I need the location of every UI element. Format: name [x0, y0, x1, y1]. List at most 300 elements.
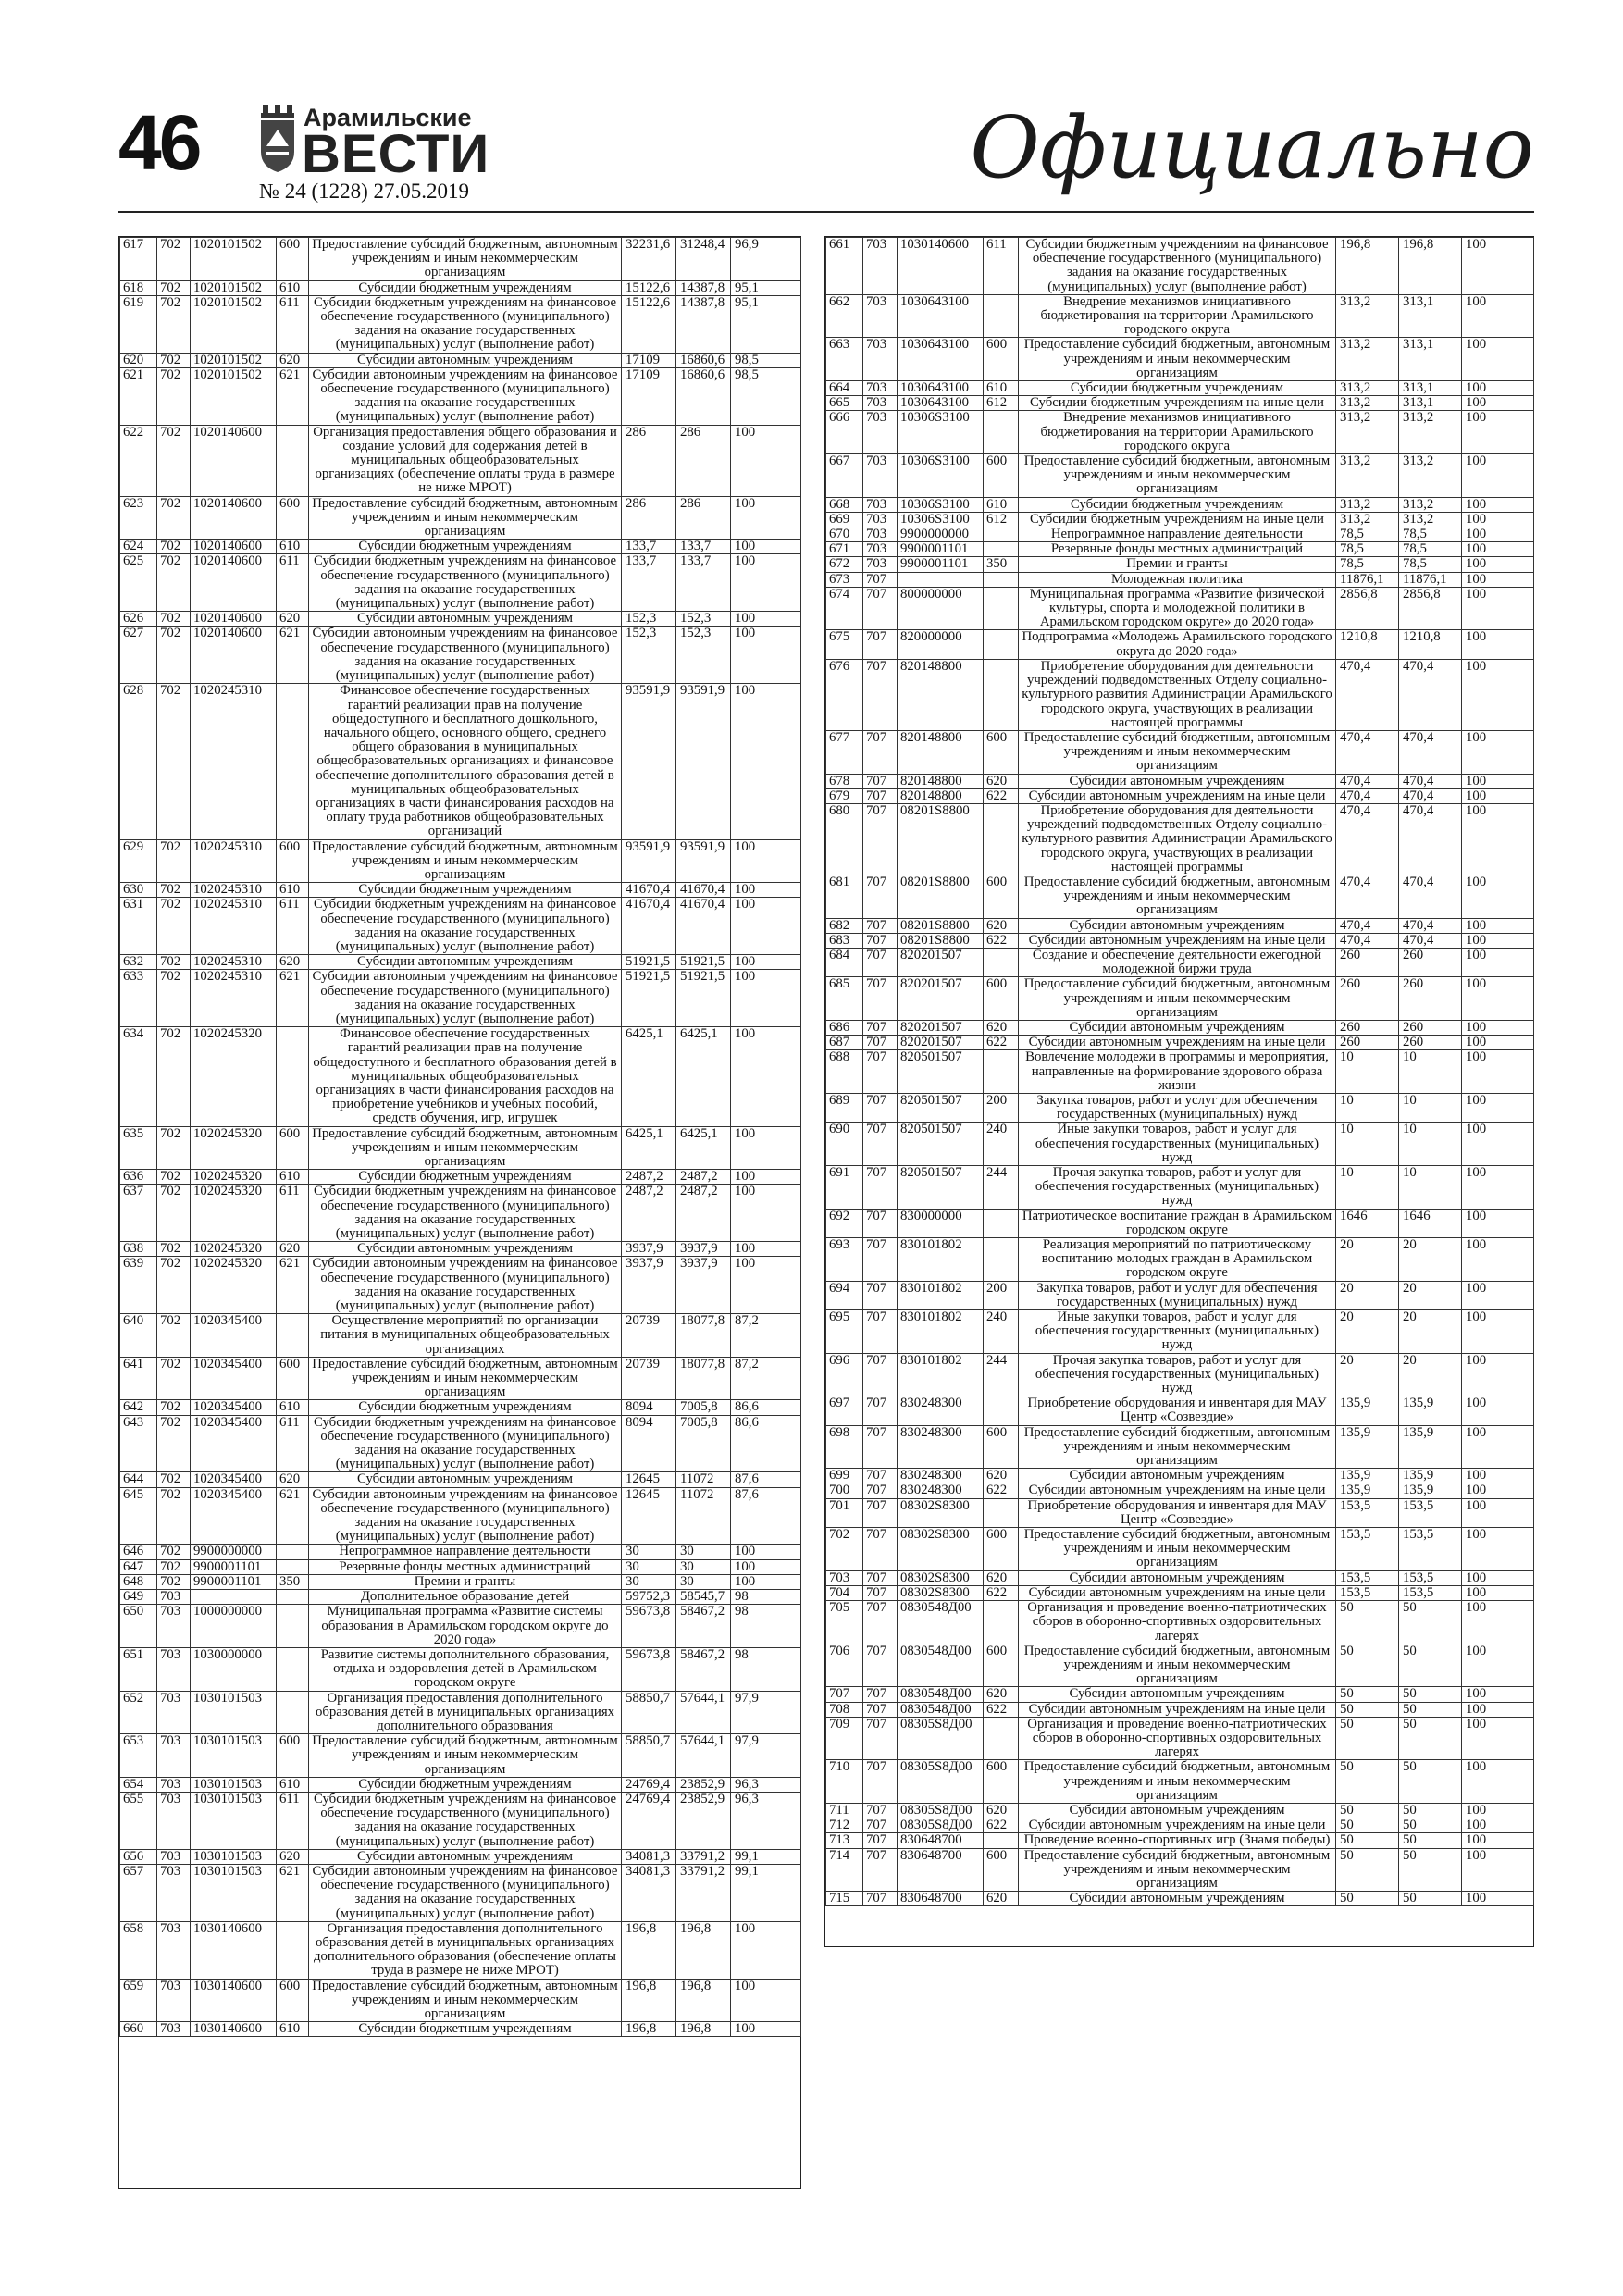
executed-amount: 50	[1399, 1892, 1462, 1906]
planned-amount: 12645	[622, 1472, 676, 1487]
row-number: 630	[120, 883, 157, 898]
target-article-code: 1030101503	[191, 1777, 277, 1792]
section-code: 707	[863, 1469, 898, 1483]
row-name: Субсидии бюджетным учреждениям на иные цели	[1019, 512, 1336, 527]
executed-amount: 313,1	[1399, 381, 1462, 396]
expense-type-code	[984, 572, 1019, 587]
target-article-code: 1020345400	[191, 1314, 277, 1358]
section-code: 707	[863, 1425, 898, 1469]
execution-percent: 100	[1462, 542, 1534, 557]
executed-amount: 7005,8	[676, 1400, 731, 1415]
row-number: 643	[120, 1415, 157, 1472]
section-code: 707	[863, 1760, 898, 1804]
planned-amount: 15122,6	[622, 280, 676, 295]
executed-amount: 470,4	[1399, 933, 1462, 948]
section-code: 703	[863, 512, 898, 527]
planned-amount: 10	[1336, 1093, 1399, 1122]
section-code: 703	[863, 381, 898, 396]
row-number: 696	[826, 1353, 863, 1396]
row-name: Субсидии автономным учреждениям на финансовое обеспечение государственного (муниципального) задания на оказание государственных (муниципальных) услуг (выполнение работ)	[309, 627, 622, 684]
row-number: 679	[826, 788, 863, 803]
expense-type-code: 622	[984, 933, 1019, 948]
expense-type-code: 600	[277, 839, 309, 883]
table-row	[826, 803, 1534, 875]
section-title: Официально	[970, 98, 1534, 197]
section-code: 703	[157, 1590, 191, 1605]
expense-type-code	[277, 1921, 309, 1979]
expense-type-code	[277, 1545, 309, 1559]
target-article-code: 10306S3100	[898, 454, 984, 498]
planned-amount: 313,2	[1336, 294, 1399, 338]
table-row	[826, 1833, 1534, 1848]
section-code: 707	[863, 1281, 898, 1309]
row-number: 700	[826, 1483, 863, 1498]
planned-amount: 50	[1336, 1818, 1399, 1833]
section-code: 702	[157, 1242, 191, 1257]
planned-amount: 196,8	[622, 1921, 676, 1979]
expense-type-code: 620	[984, 1020, 1019, 1035]
row-name: Субсидии бюджетным учреждениям	[309, 1400, 622, 1415]
target-article-code: 1030101503	[191, 1691, 277, 1734]
expense-type-code	[277, 1590, 309, 1605]
section-code: 707	[863, 572, 898, 587]
table-row	[120, 1242, 801, 1257]
row-number: 683	[826, 933, 863, 948]
expense-type-code	[984, 294, 1019, 338]
expense-type-code: 620	[984, 1892, 1019, 1906]
execution-percent: 100	[1462, 1892, 1534, 1906]
planned-amount: 470,4	[1336, 918, 1399, 933]
executed-amount: 135,9	[1399, 1469, 1462, 1483]
table-row	[826, 1892, 1534, 1906]
row-name: Предоставление субсидий бюджетным, автономным учреждениям и иным некоммерческим организациям	[1019, 875, 1336, 918]
row-number: 624	[120, 540, 157, 554]
planned-amount: 17109	[622, 367, 676, 425]
section-code: 703	[863, 294, 898, 338]
execution-percent: 98,5	[731, 353, 801, 367]
expense-type-code: 620	[277, 612, 309, 627]
executed-amount: 31248,4	[676, 238, 731, 281]
section-code: 707	[863, 933, 898, 948]
row-name: Субсидии автономным учреждениям	[309, 1242, 622, 1257]
row-number: 705	[826, 1601, 863, 1644]
row-name: Субсидии бюджетным учреждениям на финансовое обеспечение государственного (муниципального) задания на оказание государственных (муниципальных) услуг (выполнение работ)	[309, 898, 622, 955]
executed-amount: 78,5	[1399, 542, 1462, 557]
execution-percent: 86,6	[731, 1415, 801, 1472]
expense-type-code: 622	[984, 788, 1019, 803]
row-number: 692	[826, 1209, 863, 1237]
target-article-code: 08305S8Д00	[898, 1760, 984, 1804]
execution-percent: 100	[731, 684, 801, 839]
expense-type-code: 200	[984, 1093, 1019, 1122]
execution-percent: 100	[1462, 1310, 1534, 1354]
row-name: Субсидии автономным учреждениям на иные цели	[1019, 1585, 1336, 1600]
target-article-code: 0830548Д00	[898, 1644, 984, 1687]
execution-percent: 98	[731, 1590, 801, 1605]
section-code: 703	[863, 542, 898, 557]
target-article-code: 08201S8800	[898, 918, 984, 933]
target-article-code: 9900001101	[898, 542, 984, 557]
table-row	[120, 1734, 801, 1778]
section-code: 707	[863, 1020, 898, 1035]
table-row	[120, 353, 801, 367]
execution-percent: 100	[1462, 1848, 1534, 1892]
table-row	[826, 1020, 1534, 1035]
planned-amount: 50	[1336, 1702, 1399, 1717]
executed-amount: 152,3	[676, 612, 731, 627]
row-number: 637	[120, 1185, 157, 1242]
row-number: 641	[120, 1357, 157, 1400]
table-row	[826, 1848, 1534, 1892]
execution-percent: 100	[1462, 1498, 1534, 1527]
row-name: Организация и проведение военно-патриотических сборов в оборонно-спортивных оздоровительных лагерях	[1019, 1717, 1336, 1760]
executed-amount: 260	[1399, 1020, 1462, 1035]
planned-amount: 135,9	[1336, 1469, 1399, 1483]
execution-percent: 100	[1462, 918, 1534, 933]
target-article-code: 10306S3100	[898, 411, 984, 454]
execution-percent: 100	[1462, 587, 1534, 630]
row-number: 651	[120, 1647, 157, 1691]
executed-amount: 50	[1399, 1803, 1462, 1818]
table-row	[826, 1469, 1534, 1483]
section-code: 702	[157, 1574, 191, 1589]
execution-percent: 100	[1462, 1601, 1534, 1644]
table-row	[120, 1574, 801, 1589]
table-row	[120, 839, 801, 883]
planned-amount: 286	[622, 425, 676, 496]
row-name: Предоставление субсидий бюджетным, автономным учреждениям и иным некоммерческим организациям	[1019, 338, 1336, 381]
expense-type-code: 610	[277, 280, 309, 295]
executed-amount: 286	[676, 425, 731, 496]
section-code: 703	[863, 238, 898, 295]
row-number: 684	[826, 948, 863, 976]
table-row	[826, 1687, 1534, 1702]
row-number: 695	[826, 1310, 863, 1354]
row-number: 635	[120, 1126, 157, 1170]
target-article-code: 1020245320	[191, 1027, 277, 1126]
executed-amount: 58467,2	[676, 1605, 731, 1648]
target-article-code: 1020245320	[191, 1257, 277, 1314]
expense-type-code: 610	[984, 381, 1019, 396]
section-code: 702	[157, 1027, 191, 1126]
expense-type-code: 620	[984, 1570, 1019, 1585]
table-row	[826, 527, 1534, 542]
table-row	[120, 1357, 801, 1400]
table-row	[120, 1921, 801, 1979]
expense-type-code: 240	[984, 1123, 1019, 1166]
planned-amount: 286	[622, 496, 676, 540]
page-header	[118, 93, 1534, 213]
table-row	[120, 1170, 801, 1185]
row-number: 715	[826, 1892, 863, 1906]
row-name: Проведение военно-спортивных игр (Знамя победы)	[1019, 1833, 1336, 1848]
execution-percent: 100	[1462, 1570, 1534, 1585]
execution-percent: 100	[731, 1242, 801, 1257]
planned-amount: 24769,4	[622, 1777, 676, 1792]
planned-amount: 20	[1336, 1310, 1399, 1354]
execution-percent: 100	[731, 425, 801, 496]
row-number: 633	[120, 970, 157, 1027]
row-name: Субсидии бюджетным учреждениям	[309, 1777, 622, 1792]
row-name: Субсидии автономным учреждениям	[309, 612, 622, 627]
planned-amount: 50	[1336, 1892, 1399, 1906]
row-number: 711	[826, 1803, 863, 1818]
table-row	[826, 1702, 1534, 1717]
planned-amount: 3937,9	[622, 1242, 676, 1257]
row-name: Предоставление субсидий бюджетным, автономным учреждениям и иным некоммерческим организациям	[1019, 1528, 1336, 1571]
row-number: 686	[826, 1020, 863, 1035]
row-number: 667	[826, 454, 863, 498]
table-row	[826, 1353, 1534, 1396]
section-code: 707	[863, 1310, 898, 1354]
section-code: 707	[863, 977, 898, 1021]
execution-percent: 100	[731, 970, 801, 1027]
row-name: Субсидии автономным учреждениям	[1019, 1570, 1336, 1585]
expense-type-code: 611	[277, 898, 309, 955]
planned-amount: 34081,3	[622, 1864, 676, 1921]
expense-type-code: 620	[984, 774, 1019, 788]
target-article-code: 1020345400	[191, 1472, 277, 1487]
target-article-code	[898, 572, 984, 587]
section-code: 703	[157, 1605, 191, 1648]
execution-percent: 100	[1462, 1760, 1534, 1804]
table-row	[826, 1166, 1534, 1210]
row-number: 622	[120, 425, 157, 496]
planned-amount: 196,8	[1336, 238, 1399, 295]
row-name: Субсидии бюджетным учреждениям на финансовое обеспечение государственного (муниципального) задания на оказание государственных (муниципальных) услуг (выполнение работ)	[309, 295, 622, 353]
row-name: Субсидии бюджетным учреждениям	[309, 280, 622, 295]
target-article-code: 820148800	[898, 774, 984, 788]
executed-amount: 470,4	[1399, 788, 1462, 803]
planned-amount: 133,7	[622, 554, 676, 612]
planned-amount: 50	[1336, 1760, 1399, 1804]
table-row	[826, 1281, 1534, 1309]
row-name: Организация предоставления дополнительного образования детей в муниципальных организациях дополнительного образования	[309, 1691, 622, 1734]
execution-percent: 98,5	[731, 367, 801, 425]
planned-amount: 2487,2	[622, 1170, 676, 1185]
executed-amount: 7005,8	[676, 1415, 731, 1472]
section-code: 702	[157, 612, 191, 627]
expense-type-code	[984, 1209, 1019, 1237]
execution-percent: 95,1	[731, 295, 801, 353]
planned-amount: 470,4	[1336, 933, 1399, 948]
execution-percent: 100	[1462, 512, 1534, 527]
expense-type-code: 610	[277, 883, 309, 898]
table-row	[120, 280, 801, 295]
target-article-code: 1020101502	[191, 280, 277, 295]
table-row	[826, 788, 1534, 803]
expense-type-code	[277, 425, 309, 496]
row-number: 690	[826, 1123, 863, 1166]
table-row	[826, 630, 1534, 659]
section-code: 702	[157, 540, 191, 554]
row-name: Финансовое обеспечение государственных гарантий реализации прав на получение общедоступного и бесплатного образования детей в муниципальных общеобразовательных организациях в части финансирования расходов на приобретение учебников и учебных пособий, средств обучения, игр, игрушек	[309, 1027, 622, 1126]
section-code: 703	[863, 454, 898, 498]
executed-amount: 57644,1	[676, 1691, 731, 1734]
planned-amount: 313,2	[1336, 512, 1399, 527]
section-code: 702	[157, 367, 191, 425]
table-row	[120, 612, 801, 627]
row-number: 710	[826, 1760, 863, 1804]
row-number: 642	[120, 1400, 157, 1415]
executed-amount: 20	[1399, 1310, 1462, 1354]
row-name: Муниципальная программа «Развитие системы образования в Арамильском городском округе до 2020 года»	[309, 1605, 622, 1648]
row-name: Предоставление субсидий бюджетным, автономным учреждениям и иным некоммерческим организациям	[1019, 1848, 1336, 1892]
table-row	[826, 948, 1534, 976]
target-article-code: 820201507	[898, 977, 984, 1021]
executed-amount: 260	[1399, 948, 1462, 976]
executed-amount: 152,3	[676, 627, 731, 684]
expense-type-code: 621	[277, 367, 309, 425]
executed-amount: 78,5	[1399, 557, 1462, 572]
row-number: 625	[120, 554, 157, 612]
row-name: Субсидии автономным учреждениям на финансовое обеспечение государственного (муниципального) задания на оказание государственных (муниципальных) услуг (выполнение работ)	[309, 970, 622, 1027]
publication-name-top: Арамильские	[304, 104, 472, 131]
table-row	[826, 1644, 1534, 1687]
row-number: 660	[120, 2022, 157, 2037]
row-name: Субсидии автономным учреждениям	[1019, 1020, 1336, 1035]
table-row	[826, 338, 1534, 381]
row-name: Субсидии бюджетным учреждениям	[1019, 497, 1336, 512]
executed-amount: 153,5	[1399, 1585, 1462, 1600]
executed-amount: 78,5	[1399, 527, 1462, 542]
expense-type-code: 620	[277, 1242, 309, 1257]
executed-amount: 50	[1399, 1833, 1462, 1848]
executed-amount: 470,4	[1399, 918, 1462, 933]
execution-percent: 100	[731, 2022, 801, 2037]
executed-amount: 93591,9	[676, 839, 731, 883]
table-row	[120, 883, 801, 898]
row-name: Предоставление субсидий бюджетным, автономным учреждениям и иным некоммерческим организациям	[1019, 1425, 1336, 1469]
expense-type-code	[984, 1396, 1019, 1425]
section-code: 703	[157, 1647, 191, 1691]
table-row	[826, 1570, 1534, 1585]
target-article-code: 1030643100	[898, 294, 984, 338]
row-name: Субсидии автономным учреждениям на иные цели	[1019, 788, 1336, 803]
row-name: Субсидии автономным учреждениям на иные цели	[1019, 1036, 1336, 1050]
row-name: Вовлечение молодежи в программы и мероприятия, направленные на формирование здорового образа жизни	[1019, 1050, 1336, 1094]
target-article-code: 820148800	[898, 730, 984, 774]
target-article-code: 1030101503	[191, 1849, 277, 1864]
planned-amount: 50	[1336, 1687, 1399, 1702]
table-row	[826, 1036, 1534, 1050]
target-article-code: 0830548Д00	[898, 1601, 984, 1644]
section-code: 702	[157, 1185, 191, 1242]
row-number: 704	[826, 1585, 863, 1600]
section-code: 707	[863, 1585, 898, 1600]
row-name: Субсидии автономным учреждениям на иные цели	[1019, 933, 1336, 948]
expense-type-code	[984, 1601, 1019, 1644]
execution-percent: 100	[1462, 977, 1534, 1021]
row-number: 666	[826, 411, 863, 454]
executed-amount: 33791,2	[676, 1849, 731, 1864]
planned-amount: 470,4	[1336, 774, 1399, 788]
executed-amount: 30	[676, 1545, 731, 1559]
row-name: Субсидии автономным учреждениям на финансовое обеспечение государственного (муниципального) задания на оказание государственных (муниципальных) услуг (выполнение работ)	[309, 1864, 622, 1921]
planned-amount: 20739	[622, 1357, 676, 1400]
section-code: 707	[863, 1123, 898, 1166]
planned-amount: 152,3	[622, 627, 676, 684]
section-code: 703	[157, 2022, 191, 2037]
planned-amount: 17109	[622, 353, 676, 367]
row-number: 689	[826, 1093, 863, 1122]
expense-type-code: 621	[277, 1257, 309, 1314]
section-code: 707	[863, 659, 898, 730]
coat-of-arms-icon	[259, 105, 296, 172]
target-article-code: 1020140600	[191, 425, 277, 496]
row-number: 706	[826, 1644, 863, 1687]
table-row	[120, 425, 801, 496]
planned-amount: 34081,3	[622, 1849, 676, 1864]
row-number: 648	[120, 1574, 157, 1589]
section-code: 707	[863, 1093, 898, 1122]
execution-percent: 100	[1462, 1093, 1534, 1122]
table-row	[826, 1498, 1534, 1527]
row-number: 707	[826, 1687, 863, 1702]
planned-amount: 30	[622, 1574, 676, 1589]
execution-percent: 100	[1462, 527, 1534, 542]
execution-percent: 100	[731, 612, 801, 627]
execution-percent: 99,1	[731, 1849, 801, 1864]
row-number: 650	[120, 1605, 157, 1648]
row-number: 619	[120, 295, 157, 353]
planned-amount: 313,2	[1336, 396, 1399, 411]
executed-amount: 153,5	[1399, 1498, 1462, 1527]
row-number: 628	[120, 684, 157, 839]
section-code: 702	[157, 425, 191, 496]
target-article-code: 1030000000	[191, 1647, 277, 1691]
row-number: 701	[826, 1498, 863, 1527]
execution-percent: 97,9	[731, 1691, 801, 1734]
table-row	[826, 1803, 1534, 1818]
expense-type-code: 600	[277, 1126, 309, 1170]
row-name: Предоставление субсидий бюджетным, автономным учреждениям и иным некоммерческим организациям	[1019, 454, 1336, 498]
planned-amount: 93591,9	[622, 684, 676, 839]
planned-amount: 6425,1	[622, 1027, 676, 1126]
table-row	[826, 512, 1534, 527]
budget-table-right	[824, 236, 1534, 1947]
row-name: Субсидии автономным учреждениям на финансовое обеспечение государственного (муниципального) задания на оказание государственных (муниципальных) услуг (выполнение работ)	[309, 1487, 622, 1545]
row-name: Субсидии автономным учреждениям	[309, 1849, 622, 1864]
executed-amount: 260	[1399, 977, 1462, 1021]
target-article-code: 08302S8300	[898, 1528, 984, 1571]
executed-amount: 470,4	[1399, 730, 1462, 774]
target-article-code: 1020245310	[191, 955, 277, 970]
row-name: Предоставление субсидий бюджетным, автономным учреждениям и иным некоммерческим организациям	[309, 1979, 622, 2022]
expense-type-code: 600	[984, 977, 1019, 1021]
section-code: 702	[157, 1472, 191, 1487]
target-article-code: 1020245320	[191, 1126, 277, 1170]
section-code: 707	[863, 730, 898, 774]
row-number: 712	[826, 1818, 863, 1833]
planned-amount: 133,7	[622, 540, 676, 554]
row-number: 636	[120, 1170, 157, 1185]
row-number: 685	[826, 977, 863, 1021]
row-name: Субсидии бюджетным учреждениям	[309, 540, 622, 554]
target-article-code: 820148800	[898, 659, 984, 730]
planned-amount: 1210,8	[1336, 630, 1399, 659]
expense-type-code	[277, 1647, 309, 1691]
target-article-code: 830248300	[898, 1425, 984, 1469]
target-article-code: 08305S8Д00	[898, 1818, 984, 1833]
issue-info: № 24 (1228) 27.05.2019	[259, 180, 470, 203]
row-number: 665	[826, 396, 863, 411]
row-name: Субсидии бюджетным учреждениям	[309, 2022, 622, 2037]
target-article-code: 9900001101	[191, 1559, 277, 1574]
table-row	[120, 554, 801, 612]
target-article-code: 830648700	[898, 1848, 984, 1892]
executed-amount: 313,2	[1399, 512, 1462, 527]
